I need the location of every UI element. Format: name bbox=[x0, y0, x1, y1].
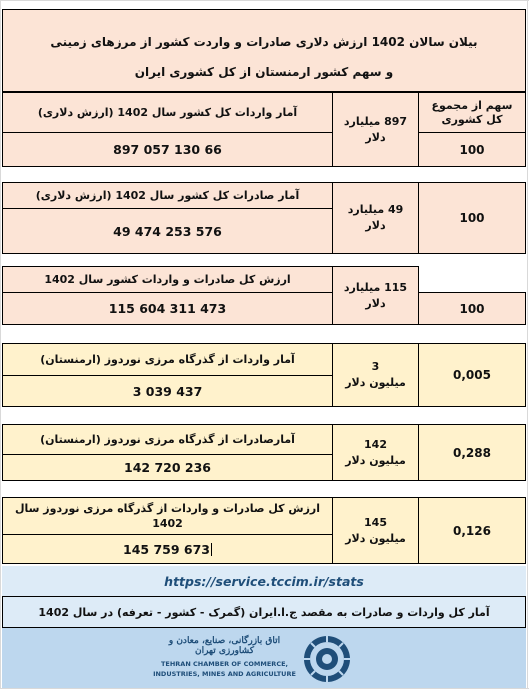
row-3-amount-line-2: دلار bbox=[365, 296, 386, 310]
logo-text-fa: اتاق بازرگانی، صنایع، معادن و کشاورزی تهران bbox=[168, 636, 281, 656]
row-4-title: آمار واردات از گذرگاه مرزی نوردوز (ارمنستان) bbox=[2, 343, 333, 376]
row-6-title: ارزش کل صادرات و واردات از گذرگاه مرزی نوردوز سال 1402 bbox=[2, 497, 333, 535]
row-6-amount-line-1: 145 bbox=[364, 515, 387, 529]
row-4-amount bbox=[332, 343, 419, 407]
row-6-share: 0,126 bbox=[418, 497, 526, 564]
row-5-value: 142 720 236 bbox=[2, 454, 333, 481]
header-line-1: بیلان سالان 1402 ارزش دلاری صادرات و واردت کشور از مرزهای زمینی bbox=[50, 35, 478, 49]
logo-text-en-2: INDUSTRIES, MINES AND AGRICULTURE bbox=[153, 670, 296, 678]
row-3-amount-line-1: 115 میلیارد bbox=[343, 280, 408, 294]
row-4-share: 0,005 bbox=[418, 343, 526, 407]
footer-caption: آمار کل واردات و صادرات به مقصد ج.ا.ایران (گمرک - کشور - تعرفه) در سال 1402 bbox=[2, 596, 526, 628]
row-2-value: 49 474 253 576 bbox=[2, 208, 333, 254]
share-column-header: سهم از مجموع کل کشوری bbox=[418, 92, 526, 133]
row-4-amount-line-2: میلیون دلار bbox=[345, 376, 406, 389]
stats-link-bar bbox=[2, 566, 526, 596]
row-1-value: 897 057 130 66 bbox=[2, 132, 333, 167]
row-2-amount bbox=[332, 182, 419, 254]
row-3-share: 100 bbox=[418, 292, 526, 325]
tccim-logo bbox=[302, 634, 352, 684]
row-3-title: ارزش کل صادرات و واردات کشور سال 1402 bbox=[2, 266, 333, 293]
row-5-amount-line-1: 142 bbox=[364, 437, 387, 451]
header-line-2: و سهم کشور ارمنستان از کل کشوری ایران bbox=[134, 65, 394, 79]
row-4-amount-line-1: 3 bbox=[371, 360, 380, 373]
row-5-share: 0,288 bbox=[418, 424, 526, 481]
logo-text-en-1: TEHRAN CHAMBER OF COMMERCE, bbox=[160, 660, 288, 668]
logo-banner bbox=[2, 628, 526, 688]
row-2-share: 100 bbox=[418, 182, 526, 254]
row-6-value-text: 145 759 673 bbox=[123, 541, 210, 557]
text-cursor bbox=[211, 543, 212, 556]
report-header bbox=[2, 9, 526, 92]
row-1-title: آمار واردات کل کشور سال 1402 (ارزش دلاری) bbox=[2, 92, 333, 133]
row-3-value: 115 604 311 473 bbox=[2, 292, 333, 325]
row-2-amount-line-1: 49 میلیارد bbox=[347, 203, 404, 216]
row-5-amount-line-2: میلیون دلار bbox=[345, 453, 406, 467]
row-2-title: آمار صادرات کل کشور سال 1402 (ارزش دلاری) bbox=[2, 182, 333, 209]
row-2-amount-line-2: دلار bbox=[365, 219, 386, 232]
row-1-amount-line-2: دلار bbox=[365, 130, 386, 144]
row-5-amount bbox=[332, 424, 419, 481]
row-4-value: 3 039 437 bbox=[2, 375, 333, 407]
row-1-amount-line-1: 897 میلیارد bbox=[343, 114, 408, 128]
row-6-value bbox=[2, 534, 333, 564]
row-5-title: آمارصادرات از گذرگاه مرزی نوردوز (ارمنستان) bbox=[2, 424, 333, 455]
stats-link[interactable]: https://service.tccim.ir/stats bbox=[164, 573, 364, 589]
row-6-amount-line-2: میلیون دلار bbox=[345, 531, 406, 545]
row-3-amount bbox=[332, 266, 419, 325]
row-1-amount bbox=[332, 92, 419, 167]
row-6-amount bbox=[332, 497, 419, 564]
tccim-emblem-icon bbox=[302, 634, 352, 684]
row-1-share: 100 bbox=[418, 132, 526, 167]
